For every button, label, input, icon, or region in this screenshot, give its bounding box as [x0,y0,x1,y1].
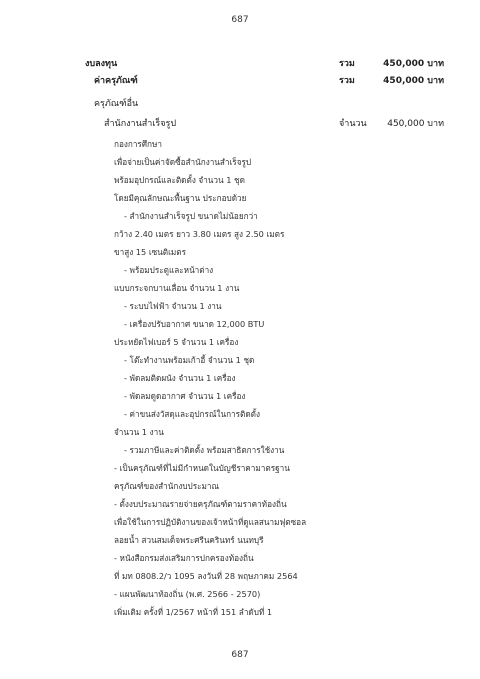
budget-row-prefab-office [0,116,480,130]
row-label: งบลงทุน [85,59,118,69]
desc-line: จำนวน 1 งาน [114,427,164,437]
row-amount: 450,000 บาท [387,119,444,129]
budget-row-equipment [0,73,480,87]
desc-line: กว้าง 2.40 เมตร ยาว 3.80 เมตร สูง 2.50 เมตร [114,229,285,239]
page-number-bottom: 687 [231,650,249,660]
desc-line: - ระบบไฟฟ้า จำนวน 1 งาน [124,301,222,311]
budget-row-capital [0,56,480,70]
row-label: ครุภัณฑ์อื่น [94,99,139,109]
row-amount: 450,000 บาท [383,76,444,86]
desc-line: - พัดลมดูดอากาศ จำนวน 1 เครื่อง [124,391,246,401]
desc-line: - พัดลมติดผนัง จำนวน 1 เครื่อง [124,373,236,383]
desc-line: - โต๊ะทำงานพร้อมเก้าอี้ จำนวน 1 ชุด [124,355,255,365]
budget-row-other-equipment [0,96,480,110]
desc-line: เพื่อจ่ายเป็นค่าจัดซื้อสำนักงานสำเร็จรูป [114,157,252,167]
page-number-top: 687 [231,15,249,25]
desc-line: พร้อมอุปกรณ์และติดตั้ง จำนวน 1 ชุด [114,175,245,185]
desc-line: - ตั้งงบประมาณรายจ่ายครุภัณฑ์ตามราคาท้องถิ่น [114,499,287,509]
row-unit: รวม [339,59,355,69]
desc-line: เพื่อใช้ในการปฏิบัติงานของเจ้าหน้าที่ดูแลสนามฟุตซอล [114,517,307,527]
row-unit: รวม [339,76,355,86]
desc-line: แบบกระจกบานเลื่อน จำนวน 1 งาน [114,283,240,293]
row-unit: จำนวน [339,119,367,129]
desc-line: เพิ่มเติม ครั้งที่ 1/2567 หน้าที่ 151 ลำดับที่ 1 [114,607,273,617]
desc-line: ขาสูง 15 เซนติเมตร [114,247,186,257]
desc-line: ประหยัดไฟเบอร์ 5 จำนวน 1 เครื่อง [114,337,239,347]
desc-line: ครุภัณฑ์ของสำนักงบประมาณ [114,481,220,491]
desc-line: - สำนักงานสำเร็จรูป ขนาดไม่น้อยกว่า [124,211,258,221]
desc-line: - รวมภาษีและค่าติดตั้ง พร้อมสาธิตการใช้งาน [124,445,285,455]
desc-line: ลอยน้ำ สวนสมเด็จพระศรีนครินทร์ นนทบุรี [114,535,264,545]
desc-line: - ค่าขนส่งวัสดุและอุปกรณ์ในการติดตั้ง [124,409,260,419]
row-label: สำนักงานสำเร็จรูป [104,119,177,129]
desc-line: โดยมีคุณลักษณะพื้นฐาน ประกอบด้วย [114,193,247,203]
desc-line: - เครื่องปรับอากาศ ขนาด 12,000 BTU [124,319,265,329]
desc-line: ที่ มท 0808.2/ว 1095 ลงวันที่ 28 พฤษภาคม 2564 [114,571,298,581]
desc-line: - หนังสือกรมส่งเสริมการปกครองท้องถิ่น [114,553,254,563]
row-amount: 450,000 บาท [383,59,444,69]
desc-line: - พร้อมประตูและหน้าต่าง [124,265,214,275]
desc-line: - แผนพัฒนาท้องถิ่น (พ.ศ. 2566 - 2570) [114,589,261,599]
desc-line: กองการศึกษา [114,139,162,149]
desc-line: - เป็นครุภัณฑ์ที่ไม่มีกำหนดในบัญชีราคามาตรฐาน [114,463,290,473]
row-label: ค่าครุภัณฑ์ [94,76,138,86]
